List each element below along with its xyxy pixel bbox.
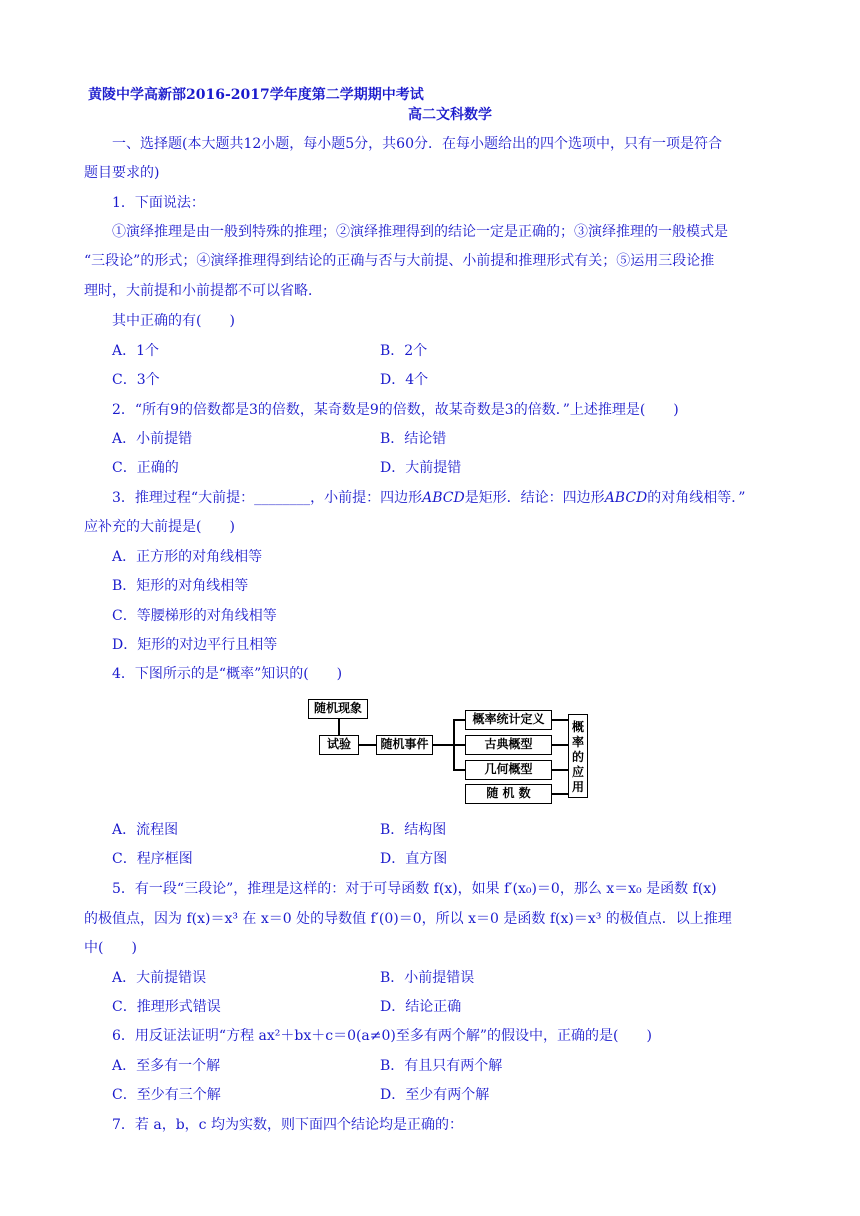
q1-option-b: B．2个 <box>380 343 428 359</box>
connector-to-classical <box>453 744 465 746</box>
q4-option-a: A．流程图 <box>112 822 179 838</box>
q3-stem-part-a: 3．推理过程“大前提：________，小前提：四边形 <box>112 490 423 506</box>
q3-line2: 应补充的大前提是( ) <box>84 519 235 535</box>
connector-to-geometric <box>453 769 465 771</box>
q1-line1: ①演绎推理是由一般到特殊的推理；②演绎推理得到的结论一定是正确的；③演绎推理的一般模式是 <box>112 224 728 240</box>
q6-option-c: C．至少有三个解 <box>112 1087 221 1103</box>
q1-option-a: A．1个 <box>112 343 160 359</box>
probability-structure-diagram <box>306 697 596 803</box>
q5-option-c: C．推理形式错误 <box>112 999 221 1015</box>
q2-option-b: B．结论错 <box>380 431 447 447</box>
q5-option-d: D．结论正确 <box>380 999 462 1015</box>
q1-stem: 1．下面说法： <box>112 195 205 211</box>
q6-option-d: D．至少有两个解 <box>380 1087 490 1103</box>
q2-stem: 2．“所有9的倍数都是3的倍数，某奇数是9的倍数，故某奇数是3的倍数．”上述推理是( ) <box>112 402 679 418</box>
box-random-number: 随 机 数 <box>465 784 552 804</box>
q3-option-d: D．矩形的对边平行且相等 <box>112 637 278 653</box>
q2-option-d: D．大前提错 <box>380 460 462 476</box>
exam-subject: 高二文科数学 <box>408 107 492 123</box>
q4-option-c: C．程序框图 <box>112 851 193 867</box>
box-application: 概率的应用 <box>568 714 588 798</box>
q1-ask: 其中正确的有( ) <box>112 313 235 329</box>
connector-experiment-event <box>359 744 376 746</box>
box-classical: 古典概型 <box>465 735 552 755</box>
q5-option-a: A．大前提错误 <box>112 970 207 986</box>
q1-option-c: C．3个 <box>112 372 160 388</box>
q3-abcd-2: ABCD <box>604 490 648 506</box>
box-random-event: 随机事件 <box>376 735 433 755</box>
exam-header: 黄陵中学高新部2016-2017学年度第二学期期中考试 <box>88 87 424 103</box>
connector-stat-def-application <box>552 719 568 721</box>
q4-option-b: B．结构图 <box>380 822 447 838</box>
q1-line2: “三段论”的形式；④演绎推理得到结论的正确与否与大前提、小前提和推理形式有关；⑤运用三段论推 <box>84 253 715 269</box>
q7-stem: 7．若 a，b，c 均为实数，则下面四个结论均是正确的： <box>112 1117 463 1133</box>
q1-line3: 理时，大前提和小前提都不可以省略． <box>84 283 322 299</box>
q6-option-a: A．至多有一个解 <box>112 1058 221 1074</box>
q4-stem: 4．下图所示的是“概率”知识的( ) <box>112 666 343 682</box>
q5-option-b: B．小前提错误 <box>380 970 475 986</box>
q5-line1: 5．有一段“三段论”，推理是这样的：对于可导函数 f(x)，如果 f′(x₀)＝0，那么 x＝x₀ 是函数 f(x) <box>112 881 717 897</box>
connector-phenomenon-experiment <box>338 717 340 736</box>
q2-option-a: A．小前提错 <box>112 431 193 447</box>
box-random-phenomenon: 随机现象 <box>308 699 368 719</box>
box-experiment: 试验 <box>319 735 359 755</box>
q3-stem-part-c: 的对角线相等．” <box>647 490 746 506</box>
q5-line2: 的极值点，因为 f(x)＝x³ 在 x＝0 处的导数值 f′(0)＝0，所以 x＝0 是函数 f(x)＝x³ 的极值点．以上推理 <box>84 911 732 927</box>
section-intro-line1: 一、选择题(本大题共12小题，每小题5分，共60分．在每小题给出的四个选项中，只有一项是符合 <box>112 136 722 152</box>
q5-line3: 中( ) <box>84 940 137 956</box>
connector-classical-application <box>552 744 568 746</box>
connector-geometric-application <box>552 769 568 771</box>
q3-option-b: B．矩形的对角线相等 <box>112 578 249 594</box>
q4-option-d: D．直方图 <box>380 851 448 867</box>
connector-to-stat-def <box>453 719 465 721</box>
connector-event-branch <box>432 744 453 746</box>
box-stat-definition: 概率统计定义 <box>465 710 552 730</box>
q3-stem-part-b: 是矩形．结论：四边形 <box>464 490 605 506</box>
q6-option-b: B．有且只有两个解 <box>380 1058 503 1074</box>
q3-abcd-1: ABCD <box>422 490 465 506</box>
q3-stem <box>112 489 745 507</box>
connector-random-number-application <box>552 793 568 795</box>
q2-option-c: C．正确的 <box>112 460 179 476</box>
q1-option-d: D．4个 <box>380 372 429 388</box>
box-geometric: 几何概型 <box>465 760 552 780</box>
q6-stem: 6．用反证法证明“方程 ax²＋bx＋c＝0(a≠0)至多有两个解”的假设中，正确的是( ) <box>112 1028 652 1044</box>
q3-option-c: C．等腰梯形的对角线相等 <box>112 608 277 624</box>
q3-option-a: A．正方形的对角线相等 <box>112 549 263 565</box>
section-intro-line2: 题目要求的) <box>84 165 160 181</box>
